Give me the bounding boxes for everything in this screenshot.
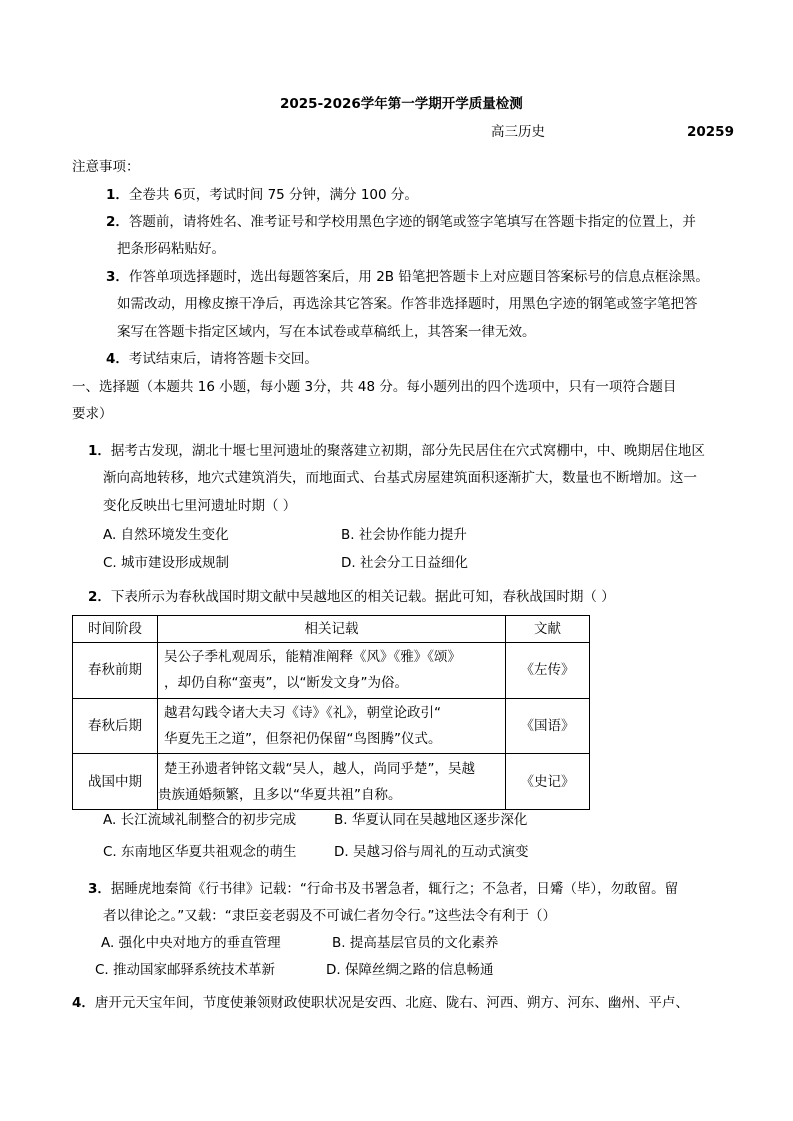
question-1 [88,445,705,459]
section-heading: 一、选择题（本题共 16 小题，每小题 3分，共 48 分。每小题列出的四个选项中，只有一项符合题目 [72,379,677,395]
record-line: 越君勾践令诸大夫习《诗》《礼》，朝堂论政引“ [164,704,441,721]
cell-period: 战国中期 [73,754,158,810]
notice-item-text: 考试结束后，请将答题卡交回。 [128,351,318,367]
table-header-row [73,616,590,643]
notice-item-number: 4． [106,351,129,367]
cell-period: 春秋前期 [73,643,158,699]
option-a[interactable]: A. 强化中央对地方的垂直管理 [101,935,281,951]
record-line: 楚王孙遗者钟铭文载“吴人，越人，尚同乎楚”，吴越 [164,760,475,777]
question-4 [72,997,689,1011]
question-stem: 唐开元天宝年间，节度使兼领财政使职状况是安西、北庭、陇右、河西、朔方、河东、幽州、平卢、 [94,995,689,1011]
option-d[interactable]: D. 吴越习俗与周礼的互动式演变 [334,844,529,860]
cell-source: 《左传》 [506,643,590,699]
cell-source: 《国语》 [506,698,590,754]
notice-item-2 [106,216,696,230]
question-stem: 据考古发现，湖北十堰七里河遗址的聚落建立初期，部分先民居住在穴式窝棚中，中、晚期居住地区 [110,443,705,459]
question-number: 4． [72,995,95,1011]
notice-item-text: 如需改动，用橡皮擦干净后，再选涂其它答案。作答非选择题时，用黑色字迹的钢笔或签字笔把答 [117,296,698,312]
notice-item-text: 案写在答题卡指定区域内，写在本试卷或草稿纸上，其答案一律无效。 [117,324,536,340]
notice-item-text: 答题前，请将姓名、准考证号和学校用黑色字迹的钢笔或签字笔填写在答题卡指定的位置上，并 [128,214,696,230]
option-a[interactable]: A. 长江流域礼制整合的初步完成 [103,812,297,828]
question-number: 1． [88,443,111,459]
section-heading-cont: 要求） [72,406,113,422]
header-record: 相关记载 [158,616,506,643]
records-table [72,615,590,810]
notice-item-1 [106,189,418,203]
notice-item-text: 全卷共 6页，考试时间 75 分钟，满分 100 分。 [128,187,418,203]
record-line: 吴公子季札观周乐，能精准阐释《风》《雅》《颂》 [164,649,461,666]
notice-item-number: 2． [106,214,129,230]
notice-item-number: 3． [106,269,129,285]
record-line: ，却仍自称“蛮夷”，以“断发文身”为俗。 [164,675,408,692]
notice-item-3 [106,271,709,285]
exam-subject: 高三历史 [491,124,545,140]
option-c[interactable]: C. 东南地区华夏共祖观念的萌生 [103,844,297,860]
question-3 [88,883,678,897]
question-stem: 者以律论之。”又载：“隶臣妾老弱及不可诚仁者勿令行。”这些法令有利于（） [103,908,556,924]
header-source: 文献 [506,616,590,643]
table-row [73,698,590,754]
record-line: 华夏先王之道”，但祭祀仍保留“鸟图腾”仪式。 [164,730,442,747]
question-2 [88,591,615,605]
cell-record [158,698,506,754]
option-b[interactable]: B. 华夏认同在吴越地区逐步深化 [334,812,528,828]
option-c[interactable]: C. 推动国家邮驿系统技术革新 [95,962,276,978]
cell-period: 春秋后期 [73,698,158,754]
cell-record [158,643,506,699]
question-stem: 变化反映出七里河遗址时期（ ） [103,498,297,514]
option-d[interactable]: D. 社会分工日益细化 [341,555,468,571]
notice-item-number: 1． [106,187,129,203]
option-b[interactable]: B. 提高基层官员的文化素养 [332,935,499,951]
option-a[interactable]: A. 自然环境发生变化 [103,527,229,543]
option-b[interactable]: B. 社会协作能力提升 [341,527,467,543]
header-period: 时间阶段 [73,616,158,643]
option-d[interactable]: D. 保障丝绸之路的信息畅通 [326,962,494,978]
cell-source: 《史记》 [506,754,590,810]
table-row [73,643,590,699]
question-stem: 据睡虎地秦简《行书律》记载：“行命书及书署急者，辄行之；不急者，日觱（毕），勿敢留。留 [110,881,679,897]
question-number: 3． [88,881,111,897]
notice-item-4 [106,353,318,367]
exam-date: 20259 [687,124,734,140]
table-row [73,754,590,810]
record-line: 贵族通婚频繁，且多以“华夏共祖”自称。 [158,786,402,803]
notice-item-text: 把条形码粘贴好。 [117,241,225,257]
notice-item-text: 作答单项选择题时，选出每题答案后，用 2B 铅笔把答题卡上对应题目答案标号的信息点框涂黑。 [128,269,709,285]
cell-record [158,754,506,810]
question-stem: 渐向高地转移，地穴式建筑消失，而地面式、台基式房屋建筑面积逐渐扩大，数量也不断增加。这一 [103,470,697,486]
option-c[interactable]: C. 城市建设形成规制 [103,555,230,571]
question-number: 2． [88,589,111,605]
question-stem: 下表所示为春秋战国时期文献中吴越地区的相关记载。据此可知，春秋战国时期（ ） [110,589,615,605]
exam-title: 2025-2026学年第一学期开学质量检测 [280,96,523,112]
notice-heading: 注意事项： [72,159,140,175]
